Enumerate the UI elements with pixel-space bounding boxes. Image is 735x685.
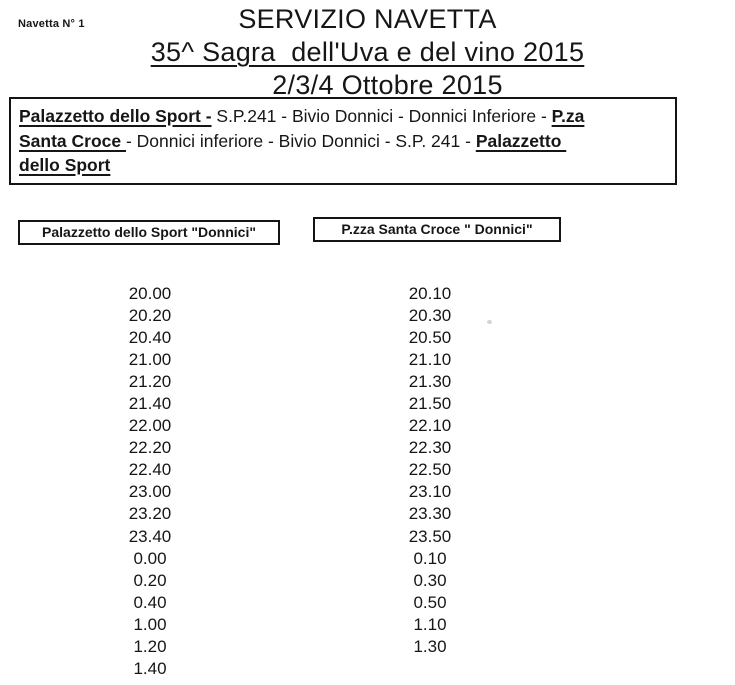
time-cell: 1.30 xyxy=(413,636,447,656)
time-cell: 23.20 xyxy=(128,504,172,524)
time-cell: 22.30 xyxy=(408,438,452,458)
route-segment-palazzetto-end-1: Palazzetto xyxy=(475,130,567,151)
route-segment-outbound: S.P.241 - Bivio Donnici - Donnici Inferiore - xyxy=(211,106,552,126)
navetta-number-label: Navetta N° 1 xyxy=(18,18,85,30)
time-cell: 1.00 xyxy=(133,614,167,634)
time-cell: 0.40 xyxy=(133,592,167,612)
time-cell: 23.00 xyxy=(128,482,172,502)
time-cell: 20.50 xyxy=(408,328,452,348)
time-cell: 22.40 xyxy=(128,460,172,480)
time-cell: 20.00 xyxy=(128,284,172,303)
time-cell: 22.10 xyxy=(408,416,452,436)
event-subtitle: 35^ Sagra dell'Uva e del vino 2015 xyxy=(150,37,585,67)
time-cell: 21.20 xyxy=(128,372,172,392)
time-cell: 0.20 xyxy=(133,570,167,590)
time-cell: 20.30 xyxy=(408,306,452,326)
route-description-box xyxy=(9,97,677,185)
departure-times-palazzetto xyxy=(60,283,240,680)
time-cell: 23.10 xyxy=(408,482,452,502)
time-cell: 23.50 xyxy=(408,526,452,546)
route-segment-santa-croce: Santa Croce xyxy=(19,130,126,151)
time-cell: 0.10 xyxy=(413,548,447,568)
time-cell: 21.10 xyxy=(408,350,452,370)
event-dates: 2/3/4 Ottobre 2015 xyxy=(272,70,503,100)
time-cell: 20.10 xyxy=(408,284,452,303)
time-cell: 20.20 xyxy=(128,306,172,326)
time-cell: 23.40 xyxy=(128,526,172,546)
time-cell: 0.30 xyxy=(413,570,447,590)
time-cell: 20.40 xyxy=(128,328,172,348)
time-cell: 1.10 xyxy=(413,614,447,634)
scan-artifact xyxy=(487,320,492,324)
time-cell: 21.40 xyxy=(128,394,172,414)
time-cell: 21.30 xyxy=(408,372,452,392)
route-segment-pza: P.za xyxy=(551,106,585,126)
time-cell: 1.20 xyxy=(133,636,167,656)
route-segment-return: - Donnici inferiore - Bivio Donnici - S.P. 241 - xyxy=(125,130,476,151)
departure-times-santa-croce xyxy=(340,283,520,658)
time-cell: 0.50 xyxy=(413,592,447,612)
time-cell: 22.50 xyxy=(408,460,452,480)
time-cell: 21.00 xyxy=(128,350,172,370)
time-cell: 0.00 xyxy=(133,548,167,568)
time-cell: 1.40 xyxy=(133,658,167,678)
time-cell: 22.20 xyxy=(128,438,172,458)
route-segment-palazzetto-end-2: dello Sport xyxy=(19,155,111,175)
page-title: SERVIZIO NAVETTA xyxy=(238,4,497,34)
time-cell: 22.00 xyxy=(128,416,172,436)
time-cell: 23.30 xyxy=(408,504,452,524)
column-header-santa-croce: P.zza Santa Croce " Donnici" xyxy=(313,217,561,242)
route-segment-palazzetto-start: Palazzetto dello Sport - xyxy=(19,106,212,126)
time-cell: 21.50 xyxy=(408,394,452,414)
column-header-palazzetto: Palazzetto dello Sport "Donnici" xyxy=(18,220,280,245)
